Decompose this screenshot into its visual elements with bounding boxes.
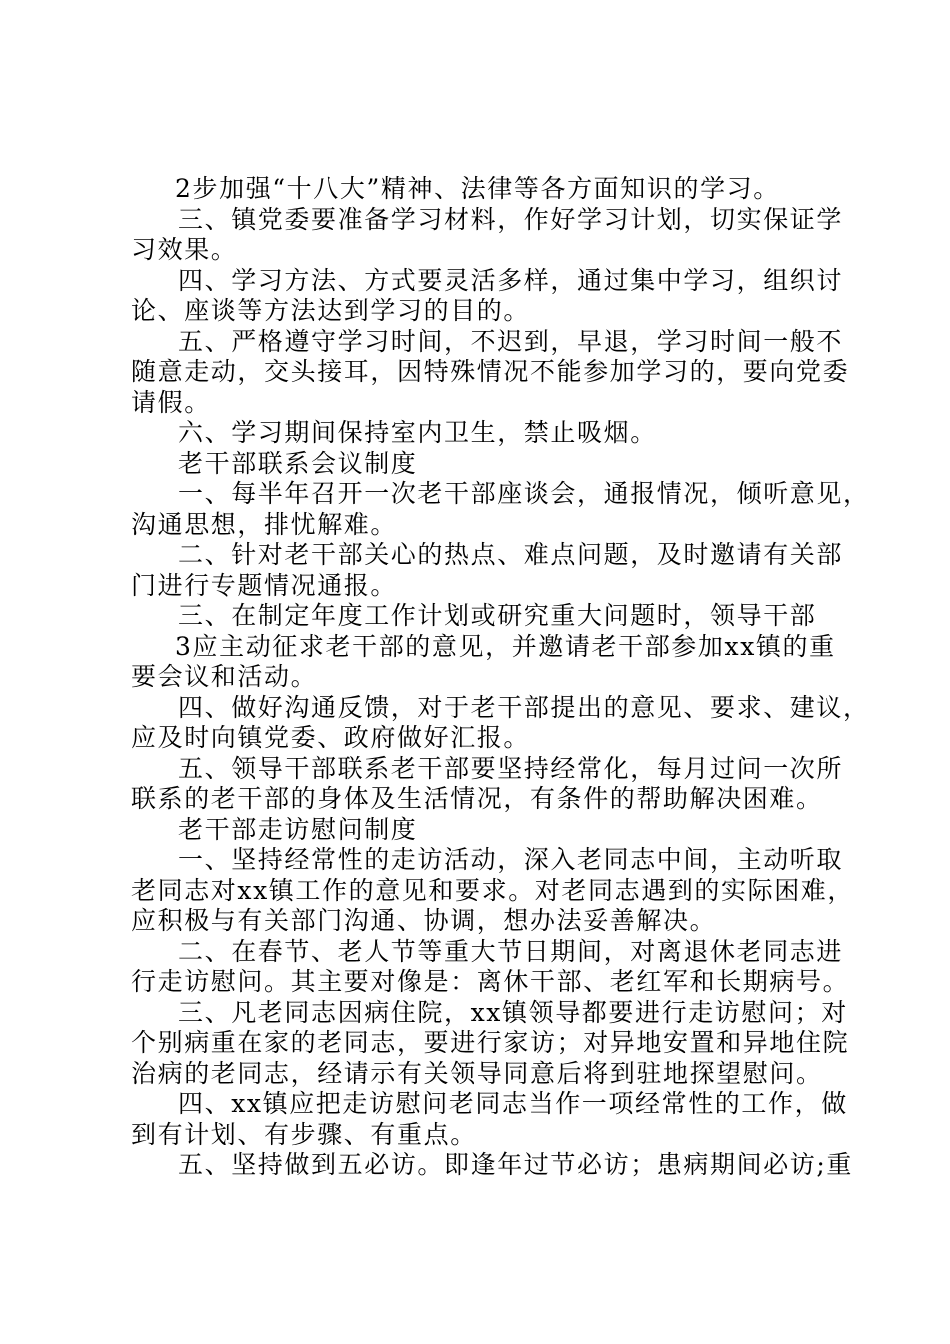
text-line: 3应主动征求老干部的意见，并邀请老干部参加xx镇的重 xyxy=(175,631,836,661)
text-line: 应积极与有关部门沟通、协调，想办法妥善解决。 xyxy=(131,906,717,935)
text-line: 四、学习方法、方式要灵活多样，通过集中学习，组织讨 xyxy=(178,265,844,295)
text-line: 五、坚持做到五必访。即逢年过节必访；患病期间必访;重 xyxy=(178,1150,854,1179)
text-line: 二、针对老干部关心的热点、难点问题，及时邀请有关部 xyxy=(178,540,844,569)
text-line: 应及时向镇党委、政府做好汇报。 xyxy=(131,723,531,752)
text-line: 一、每半年召开一次老干部座谈会，通报情况，倾听意见， xyxy=(178,479,870,508)
text-line: 沟通思想，排忧解难。 xyxy=(131,509,398,539)
text-line: 治病的老同志，经请示有关领导同意后将到驻地探望慰问。 xyxy=(131,1058,823,1088)
text-line: 三、镇党委要准备学习材料，作好学习计划，切实保证学 xyxy=(178,204,844,234)
text-line: 老干部联系会议制度 xyxy=(178,448,418,478)
text-line: 五、领导干部联系老干部要坚持经常化，每月过问一次所 xyxy=(178,753,844,783)
text-line: 2步加强“十八大”精神、法律等各方面知识的学习。 xyxy=(175,174,780,203)
text-line: 二、在春节、老人节等重大节日期间，对离退休老同志进 xyxy=(178,936,844,966)
text-line: 行走访慰问。其主要对像是：离休干部、老红军和长期病号。 xyxy=(131,967,850,996)
text-line: 个别病重在家的老同志，要进行家访；对异地安置和异地住院 xyxy=(131,1028,850,1057)
text-line: 门进行专题情况通报。 xyxy=(131,570,398,600)
text-line: 一、坚持经常性的走访活动，深入老同志中间，主动听取 xyxy=(178,845,844,874)
text-line: 三、在制定年度工作计划或研究重大问题时，领导干部 xyxy=(178,601,817,630)
text-line: 联系的老干部的身体及生活情况，有条件的帮助解决困难。 xyxy=(131,784,823,813)
text-line: 要会议和活动。 xyxy=(131,662,318,691)
text-line: 论、座谈等方法达到学习的目的。 xyxy=(131,296,531,325)
text-line: 三、凡老同志因病住院，xx镇领导都要进行走访慰问；对 xyxy=(178,997,848,1027)
text-line: 四、做好沟通反馈，对于老干部提出的意见、要求、建议， xyxy=(178,692,870,722)
text-line: 五、严格遵守学习时间，不迟到，早退，学习时间一般不 xyxy=(178,326,844,356)
text-line: 随意走动，交头接耳，因特殊情况不能参加学习的，要向党委 xyxy=(131,357,850,386)
document-body xyxy=(131,174,870,1181)
text-line: 四、xx镇应把走访慰问老同志当作一项经常性的工作，做 xyxy=(178,1089,848,1118)
text-line: 习效果。 xyxy=(131,235,238,264)
text-line: 老同志对xx镇工作的意见和要求。对老同志遇到的实际困难， xyxy=(131,875,855,905)
text-line: 到有计划、有步骤、有重点。 xyxy=(131,1119,477,1149)
text-line: 请假。 xyxy=(131,387,211,417)
text-line: 老干部走访慰问制度 xyxy=(178,814,418,844)
text-line: 六、学习期间保持室内卫生，禁止吸烟。 xyxy=(178,418,657,447)
